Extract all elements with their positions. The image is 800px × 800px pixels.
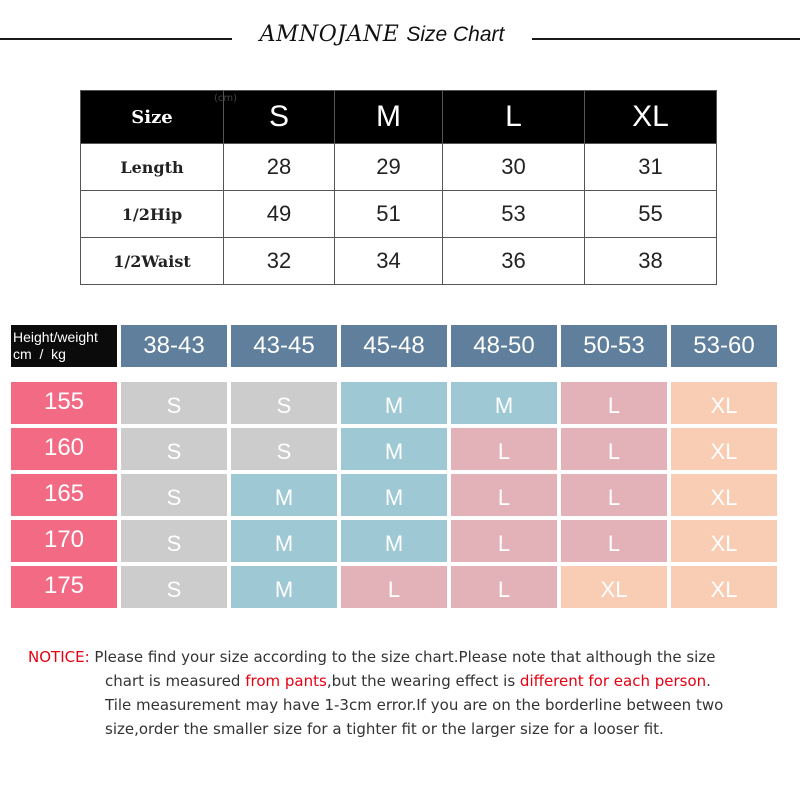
size-col-l: L [443,91,585,144]
notice-line-2 [28,669,768,693]
value-cell: 34 [335,238,443,285]
size-cell: S [121,566,227,608]
page-title [232,22,532,47]
size-cell: XL [671,566,777,608]
size-cell: L [561,520,667,562]
size-col-xl: XL [585,91,717,144]
size-cell: S [231,382,337,424]
size-col-m: M [335,91,443,144]
size-col-s: (cm) S [224,91,335,144]
value-cell: 36 [443,238,585,285]
corner-units: cm / kg [13,346,66,362]
size-cell: XL [561,566,667,608]
notice-block [28,645,768,741]
weight-range: 50-53 [561,325,667,367]
corner-title: Height/weight [13,329,98,345]
chart-subtitle: Size Chart [406,23,505,46]
value-cell: 32 [224,238,335,285]
measurement-row-waist [81,238,717,285]
weight-range: 53-60 [671,325,777,367]
value-cell: 29 [335,144,443,191]
notice-highlight: from pants [245,672,327,690]
value-cell: 53 [443,191,585,238]
value-cell: 55 [585,191,717,238]
value-cell: 51 [335,191,443,238]
measurement-row-hip [81,191,717,238]
value-cell: 38 [585,238,717,285]
size-cell: XL [671,520,777,562]
size-cell: L [451,520,557,562]
notice-text: ,but the wearing effect is [326,672,520,690]
height-row [11,382,777,424]
size-cell: L [341,566,447,608]
size-cell: L [451,428,557,470]
size-cell: M [231,520,337,562]
notice-line-1 [28,645,768,669]
size-cell: S [121,520,227,562]
notice-label: NOTICE: [28,648,90,666]
size-cell: XL [671,428,777,470]
size-cell: L [561,382,667,424]
weight-header-row [11,325,777,367]
size-cell: M [341,382,447,424]
size-header: Size [81,91,224,144]
row-label: Length [81,144,224,191]
height-row [11,520,777,562]
height-row [11,474,777,516]
notice-text: chart is measured [105,672,246,690]
size-cell: L [561,428,667,470]
size-cell: M [231,474,337,516]
value-cell: 28 [224,144,335,191]
row-label: 1/2Waist [81,238,224,285]
value-cell: 49 [224,191,335,238]
weight-range: 48-50 [451,325,557,367]
size-cell: XL [671,382,777,424]
value-cell: 30 [443,144,585,191]
size-cell: L [561,474,667,516]
notice-line-4: size,order the smaller size for a tighter fit or the larger size for a looser fit. [105,720,664,738]
notice-text: Please find your size according to the size chart.Please note that although the size [94,648,716,666]
height-value: 155 [11,382,117,424]
size-cell: S [231,428,337,470]
size-cell: XL [671,474,777,516]
size-cell: S [121,474,227,516]
header-rule-left [0,38,232,40]
weight-range: 43-45 [231,325,337,367]
height-row [11,428,777,470]
header-rule-right [532,38,800,40]
value-cell: 31 [585,144,717,191]
weight-range: 38-43 [121,325,227,367]
weight-range: 45-48 [341,325,447,367]
size-cell: M [341,474,447,516]
measurement-header-row [81,91,717,144]
unit-label: (cm) [214,93,238,104]
notice-text: . [706,672,711,690]
height-value: 170 [11,520,117,562]
height-value: 165 [11,474,117,516]
recommendation-grid [11,325,777,612]
size-cell: M [341,520,447,562]
size-cell: S [121,428,227,470]
height-row [11,566,777,608]
notice-highlight: different for each person [519,672,707,690]
notice-line-3: Tile measurement may have 1-3cm error.If you are on the borderline between two [105,696,724,714]
measurement-row-length [81,144,717,191]
height-weight-corner [11,325,117,367]
size-cell: L [451,566,557,608]
size-cell: M [231,566,337,608]
brand-name: AMNOJANE [259,22,400,47]
height-value: 160 [11,428,117,470]
size-cell: M [341,428,447,470]
size-cell: L [451,474,557,516]
size-cell: S [121,382,227,424]
height-value: 175 [11,566,117,608]
row-label: 1/2Hip [81,191,224,238]
size-cell: M [451,382,557,424]
measurement-table [80,90,717,285]
